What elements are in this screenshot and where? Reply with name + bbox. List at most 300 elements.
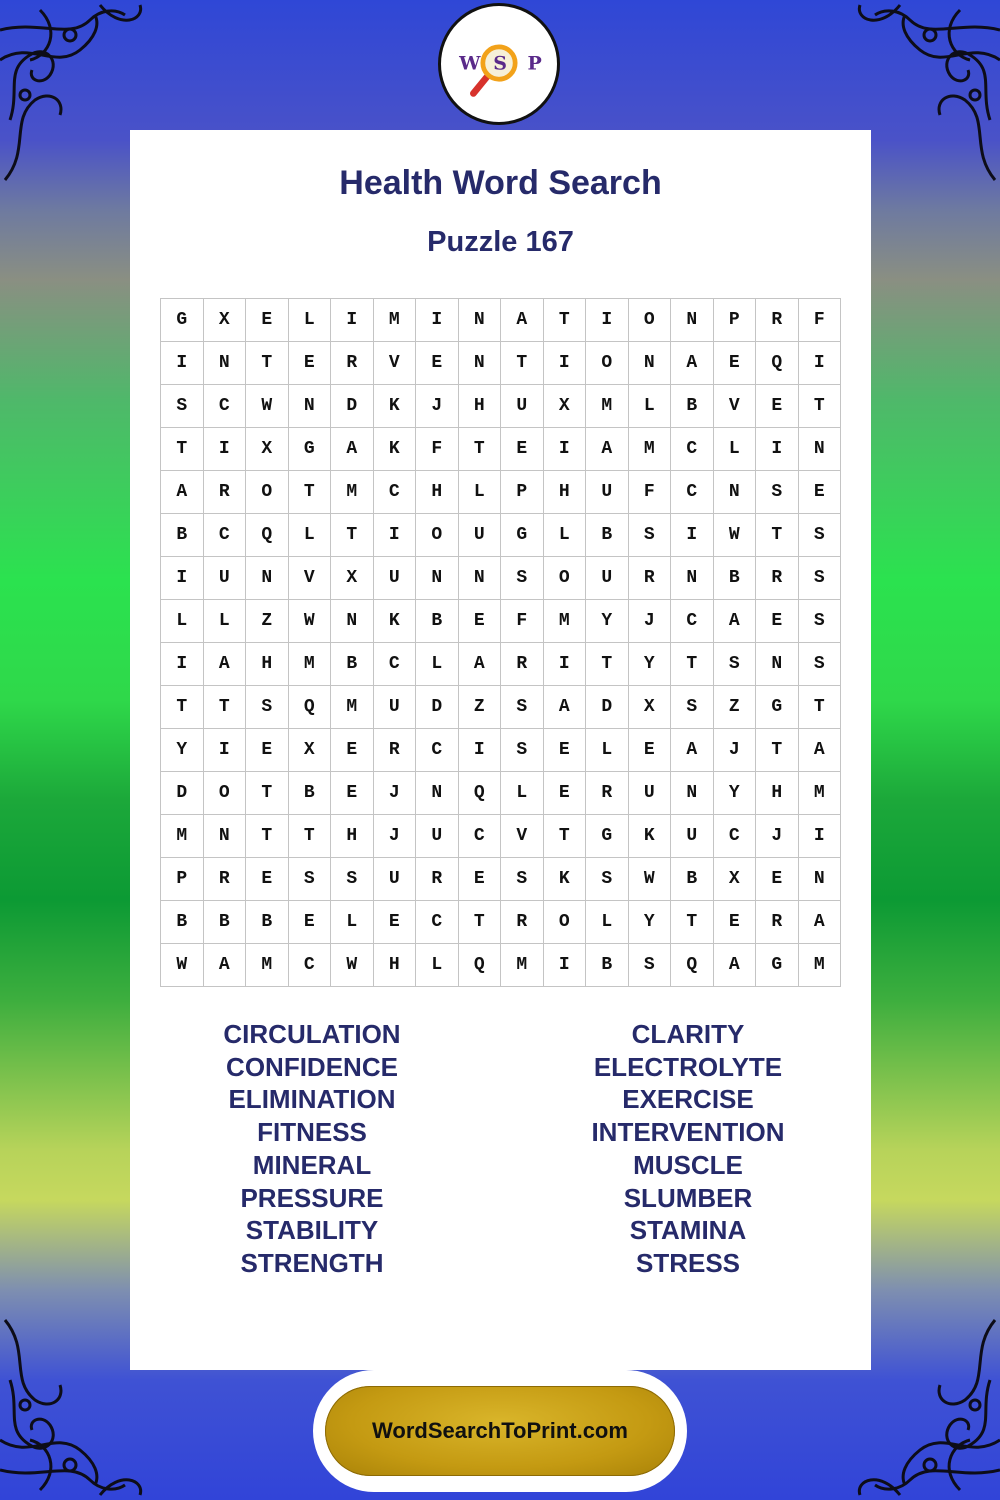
grid-cell[interactable]: X — [628, 686, 671, 729]
grid-cell[interactable]: O — [246, 471, 289, 514]
grid-cell[interactable]: T — [458, 428, 501, 471]
grid-cell[interactable]: N — [458, 342, 501, 385]
grid-cell[interactable]: E — [713, 342, 756, 385]
grid-row — [161, 428, 841, 471]
grid-cell[interactable]: S — [501, 858, 544, 901]
grid-cell[interactable]: B — [671, 858, 714, 901]
grid-cell[interactable]: L — [203, 600, 246, 643]
grid-cell[interactable]: O — [586, 342, 629, 385]
grid-cell[interactable]: I — [416, 299, 459, 342]
word-item: INTERVENTION — [591, 1117, 785, 1148]
grid-cell[interactable]: S — [501, 557, 544, 600]
grid-cell[interactable]: K — [543, 858, 586, 901]
grid-cell[interactable]: K — [628, 815, 671, 858]
grid-cell[interactable]: Q — [288, 686, 331, 729]
grid-cell[interactable]: B — [246, 901, 289, 944]
word-item: CLARITY — [631, 1019, 745, 1049]
grid-row — [161, 944, 841, 987]
grid-cell[interactable]: L — [713, 428, 756, 471]
grid-cell[interactable]: N — [416, 557, 459, 600]
grid-cell[interactable]: C — [713, 815, 756, 858]
grid-cell[interactable]: T — [246, 772, 289, 815]
grid-cell[interactable]: N — [798, 428, 841, 471]
grid-cell[interactable]: I — [331, 299, 374, 342]
grid-cell[interactable]: B — [713, 557, 756, 600]
grid-cell[interactable]: V — [501, 815, 544, 858]
grid-cell[interactable]: S — [501, 686, 544, 729]
grid-cell[interactable]: R — [628, 557, 671, 600]
word-item: PRESSURE — [240, 1182, 384, 1213]
grid-cell[interactable]: H — [416, 471, 459, 514]
grid-cell[interactable]: N — [458, 299, 501, 342]
grid-cell[interactable]: U — [586, 557, 629, 600]
grid-cell[interactable]: E — [246, 729, 289, 772]
grid-cell[interactable]: J — [373, 772, 416, 815]
grid-cell[interactable]: O — [543, 557, 586, 600]
grid-cell[interactable]: C — [671, 471, 714, 514]
website-label: WordSearchToPrint.com — [372, 1418, 628, 1443]
grid-cell[interactable]: L — [416, 944, 459, 987]
grid-cell[interactable]: T — [671, 643, 714, 686]
grid-cell[interactable]: T — [246, 815, 289, 858]
grid-cell[interactable]: M — [628, 428, 671, 471]
grid-cell[interactable]: R — [756, 299, 799, 342]
grid-cell[interactable]: U — [628, 772, 671, 815]
grid-cell[interactable]: O — [543, 901, 586, 944]
grid-cell[interactable]: S — [713, 643, 756, 686]
grid-cell[interactable]: E — [288, 342, 331, 385]
grid-cell[interactable]: T — [543, 815, 586, 858]
grid-cell[interactable]: C — [203, 385, 246, 428]
puzzle-panel — [130, 130, 871, 1370]
grid-cell[interactable]: Z — [713, 686, 756, 729]
logo-letter-w: W — [459, 52, 481, 75]
grid-cell[interactable]: L — [628, 385, 671, 428]
grid-cell[interactable]: I — [543, 944, 586, 987]
grid-cell[interactable]: T — [288, 471, 331, 514]
grid-cell[interactable]: Y — [713, 772, 756, 815]
grid-cell[interactable]: A — [798, 901, 841, 944]
grid-cell[interactable]: F — [501, 600, 544, 643]
grid-row — [161, 299, 841, 342]
grid-cell[interactable]: C — [373, 471, 416, 514]
grid-cell[interactable]: X — [543, 385, 586, 428]
grid-cell[interactable]: M — [798, 944, 841, 987]
grid-cell[interactable]: T — [798, 385, 841, 428]
grid-cell[interactable]: M — [373, 299, 416, 342]
grid-cell[interactable]: E — [458, 600, 501, 643]
grid-cell[interactable]: I — [203, 729, 246, 772]
grid-cell[interactable]: J — [416, 385, 459, 428]
corner-ornament — [850, 1300, 1000, 1500]
grid-cell[interactable]: R — [756, 901, 799, 944]
grid-cell[interactable]: R — [501, 643, 544, 686]
grid-cell[interactable]: T — [586, 643, 629, 686]
word-item: ELECTROLYTE — [593, 1051, 783, 1082]
grid-cell[interactable]: Z — [246, 600, 289, 643]
grid-cell[interactable]: F — [628, 471, 671, 514]
grid-cell[interactable]: J — [713, 729, 756, 772]
grid-cell[interactable]: A — [458, 643, 501, 686]
grid-cell[interactable]: B — [161, 514, 204, 557]
word-item: MINERAL — [252, 1149, 372, 1180]
grid-cell[interactable]: G — [501, 514, 544, 557]
grid-cell[interactable]: N — [246, 557, 289, 600]
grid-cell[interactable]: T — [161, 428, 204, 471]
grid-cell[interactable]: I — [203, 428, 246, 471]
grid-cell[interactable]: M — [246, 944, 289, 987]
grid-row — [161, 772, 841, 815]
website-button[interactable] — [325, 1386, 675, 1476]
word-item: SLUMBER — [623, 1182, 753, 1213]
grid-cell[interactable]: I — [543, 428, 586, 471]
grid-cell[interactable]: E — [756, 858, 799, 901]
grid-cell[interactable]: C — [671, 600, 714, 643]
grid-cell[interactable]: L — [543, 514, 586, 557]
grid-cell[interactable]: B — [161, 901, 204, 944]
grid-cell[interactable]: S — [246, 686, 289, 729]
grid-cell[interactable]: C — [416, 901, 459, 944]
grid-cell[interactable]: D — [161, 772, 204, 815]
grid-cell[interactable]: B — [586, 514, 629, 557]
grid-cell[interactable]: N — [671, 557, 714, 600]
grid-cell[interactable]: W — [161, 944, 204, 987]
grid-cell[interactable]: X — [288, 729, 331, 772]
grid-cell[interactable]: T — [756, 514, 799, 557]
grid-cell[interactable]: A — [713, 600, 756, 643]
grid-cell[interactable]: C — [458, 815, 501, 858]
grid-cell[interactable]: S — [798, 600, 841, 643]
grid-cell[interactable]: E — [798, 471, 841, 514]
grid-cell[interactable]: C — [288, 944, 331, 987]
grid-cell[interactable]: I — [586, 299, 629, 342]
grid-cell[interactable]: J — [628, 600, 671, 643]
grid-cell[interactable]: S — [798, 557, 841, 600]
grid-cell[interactable]: N — [288, 385, 331, 428]
grid-row — [161, 901, 841, 944]
grid-cell[interactable]: T — [756, 729, 799, 772]
corner-ornament — [0, 1300, 150, 1500]
grid-row — [161, 471, 841, 514]
grid-cell[interactable]: S — [671, 686, 714, 729]
grid-cell[interactable]: Q — [458, 772, 501, 815]
grid-cell[interactable]: S — [628, 514, 671, 557]
grid-cell[interactable]: A — [203, 643, 246, 686]
grid-cell[interactable]: N — [331, 600, 374, 643]
grid-cell[interactable]: M — [543, 600, 586, 643]
word-list-right — [528, 1018, 848, 1280]
grid-cell[interactable]: N — [628, 342, 671, 385]
grid-cell[interactable]: E — [501, 428, 544, 471]
grid-cell[interactable]: A — [671, 342, 714, 385]
grid-cell[interactable]: D — [416, 686, 459, 729]
grid-cell[interactable]: R — [331, 342, 374, 385]
grid-cell[interactable]: N — [416, 772, 459, 815]
grid-cell[interactable]: T — [288, 815, 331, 858]
grid-cell[interactable]: X — [203, 299, 246, 342]
grid-cell[interactable]: E — [246, 858, 289, 901]
grid-row — [161, 729, 841, 772]
grid-cell[interactable]: I — [161, 342, 204, 385]
grid-cell[interactable]: Q — [246, 514, 289, 557]
grid-cell[interactable]: S — [798, 514, 841, 557]
grid-cell[interactable]: E — [543, 729, 586, 772]
grid-cell[interactable]: E — [713, 901, 756, 944]
grid-cell[interactable]: A — [713, 944, 756, 987]
grid-cell[interactable]: M — [501, 944, 544, 987]
grid-cell[interactable]: T — [458, 901, 501, 944]
grid-cell[interactable]: H — [458, 385, 501, 428]
grid-cell[interactable]: R — [373, 729, 416, 772]
grid-cell[interactable]: G — [161, 299, 204, 342]
grid-cell[interactable]: E — [458, 858, 501, 901]
grid-cell[interactable]: U — [586, 471, 629, 514]
grid-cell[interactable]: H — [543, 471, 586, 514]
grid-cell[interactable]: C — [671, 428, 714, 471]
word-item: STAMINA — [629, 1215, 747, 1246]
grid-cell[interactable]: U — [203, 557, 246, 600]
grid-cell[interactable]: P — [161, 858, 204, 901]
grid-cell[interactable]: E — [756, 385, 799, 428]
grid-cell[interactable]: L — [458, 471, 501, 514]
grid-cell[interactable]: Y — [628, 643, 671, 686]
grid-cell[interactable]: N — [671, 772, 714, 815]
grid-cell[interactable]: Y — [161, 729, 204, 772]
grid-cell[interactable]: O — [416, 514, 459, 557]
grid-cell[interactable]: E — [416, 342, 459, 385]
grid-cell[interactable]: Y — [586, 600, 629, 643]
grid-cell[interactable]: S — [161, 385, 204, 428]
grid-cell[interactable]: B — [416, 600, 459, 643]
grid-cell[interactable]: R — [416, 858, 459, 901]
grid-cell[interactable]: M — [288, 643, 331, 686]
grid-cell[interactable]: P — [713, 299, 756, 342]
grid-cell[interactable]: I — [373, 514, 416, 557]
grid-cell[interactable]: B — [203, 901, 246, 944]
grid-cell[interactable]: A — [161, 471, 204, 514]
grid-cell[interactable]: T — [501, 342, 544, 385]
grid-cell[interactable]: T — [246, 342, 289, 385]
page-title: Health Word Search — [339, 164, 662, 202]
grid-cell[interactable]: A — [586, 428, 629, 471]
letter-grid — [160, 298, 841, 987]
grid-cell[interactable]: B — [671, 385, 714, 428]
grid-cell[interactable]: E — [373, 901, 416, 944]
grid-cell[interactable]: I — [798, 815, 841, 858]
grid-row — [161, 385, 841, 428]
grid-cell[interactable]: U — [671, 815, 714, 858]
grid-cell[interactable]: C — [203, 514, 246, 557]
grid-cell[interactable]: C — [416, 729, 459, 772]
grid-cell[interactable]: Q — [671, 944, 714, 987]
word-item: CIRCULATION — [223, 1019, 401, 1049]
grid-cell[interactable]: V — [288, 557, 331, 600]
grid-cell[interactable]: A — [331, 428, 374, 471]
grid-cell[interactable]: O — [628, 299, 671, 342]
grid-cell[interactable]: U — [373, 557, 416, 600]
grid-cell[interactable]: W — [246, 385, 289, 428]
grid-cell[interactable]: W — [288, 600, 331, 643]
grid-cell[interactable]: E — [331, 772, 374, 815]
grid-cell[interactable]: W — [331, 944, 374, 987]
grid-cell[interactable]: W — [713, 514, 756, 557]
word-item: FITNESS — [257, 1117, 367, 1148]
grid-cell[interactable]: H — [373, 944, 416, 987]
grid-cell[interactable]: V — [373, 342, 416, 385]
grid-cell[interactable]: H — [756, 772, 799, 815]
grid-cell[interactable]: M — [331, 471, 374, 514]
grid-cell[interactable]: Z — [458, 686, 501, 729]
grid-cell[interactable]: T — [671, 901, 714, 944]
grid-cell[interactable]: E — [543, 772, 586, 815]
grid-cell[interactable]: U — [458, 514, 501, 557]
grid-cell[interactable]: F — [798, 299, 841, 342]
grid-cell[interactable]: N — [713, 471, 756, 514]
grid-cell[interactable]: R — [586, 772, 629, 815]
grid-cell[interactable]: I — [458, 729, 501, 772]
grid-cell[interactable]: M — [331, 686, 374, 729]
grid-cell[interactable]: S — [756, 471, 799, 514]
grid-cell[interactable]: E — [331, 729, 374, 772]
grid-cell[interactable]: B — [288, 772, 331, 815]
grid-cell[interactable]: E — [628, 729, 671, 772]
grid-row — [161, 815, 841, 858]
grid-cell[interactable]: L — [586, 901, 629, 944]
grid-cell[interactable]: L — [161, 600, 204, 643]
grid-cell[interactable]: F — [416, 428, 459, 471]
puzzle-number: Puzzle 167 — [427, 226, 574, 258]
grid-cell[interactable]: G — [586, 815, 629, 858]
grid-row — [161, 686, 841, 729]
grid-cell[interactable]: X — [246, 428, 289, 471]
grid-cell[interactable]: S — [331, 858, 374, 901]
grid-cell[interactable]: P — [501, 471, 544, 514]
grid-cell[interactable]: K — [373, 428, 416, 471]
word-item: STRENGTH — [240, 1247, 384, 1278]
grid-cell[interactable]: T — [331, 514, 374, 557]
grid-cell[interactable]: A — [671, 729, 714, 772]
grid-cell[interactable]: D — [586, 686, 629, 729]
grid-cell[interactable]: S — [586, 858, 629, 901]
grid-cell[interactable]: J — [373, 815, 416, 858]
grid-cell[interactable]: M — [586, 385, 629, 428]
grid-cell[interactable]: N — [203, 815, 246, 858]
grid-cell[interactable]: T — [543, 299, 586, 342]
grid-cell[interactable]: U — [373, 686, 416, 729]
grid-cell[interactable]: E — [756, 600, 799, 643]
grid-cell[interactable]: N — [671, 299, 714, 342]
grid-cell[interactable]: B — [586, 944, 629, 987]
corner-ornament — [0, 0, 150, 200]
grid-cell[interactable]: I — [161, 643, 204, 686]
grid-cell[interactable]: B — [331, 643, 374, 686]
grid-cell[interactable]: X — [331, 557, 374, 600]
logo — [438, 3, 560, 125]
grid-cell[interactable]: T — [203, 686, 246, 729]
grid-cell[interactable]: R — [203, 858, 246, 901]
grid-cell[interactable]: A — [798, 729, 841, 772]
grid-cell[interactable]: I — [543, 643, 586, 686]
grid-cell[interactable]: T — [798, 686, 841, 729]
grid-cell[interactable]: Q — [458, 944, 501, 987]
grid-cell[interactable]: A — [203, 944, 246, 987]
grid-row — [161, 342, 841, 385]
grid-row — [161, 600, 841, 643]
grid-cell[interactable]: E — [246, 299, 289, 342]
grid-cell[interactable]: G — [756, 686, 799, 729]
grid-cell[interactable]: L — [288, 514, 331, 557]
grid-cell[interactable]: H — [246, 643, 289, 686]
grid-row — [161, 643, 841, 686]
grid-cell[interactable]: R — [501, 901, 544, 944]
grid-cell[interactable]: N — [756, 643, 799, 686]
grid-cell[interactable]: L — [501, 772, 544, 815]
grid-cell[interactable]: A — [543, 686, 586, 729]
grid-cell[interactable]: L — [416, 643, 459, 686]
grid-cell[interactable]: M — [798, 772, 841, 815]
grid-cell[interactable]: U — [373, 858, 416, 901]
grid-cell[interactable]: I — [543, 342, 586, 385]
grid-cell[interactable]: I — [756, 428, 799, 471]
grid-cell[interactable]: K — [373, 600, 416, 643]
corner-ornament — [850, 0, 1000, 200]
grid-cell[interactable]: L — [288, 299, 331, 342]
grid-cell[interactable]: G — [288, 428, 331, 471]
grid-cell[interactable]: U — [501, 385, 544, 428]
grid-cell[interactable]: W — [628, 858, 671, 901]
grid-cell[interactable]: X — [713, 858, 756, 901]
grid-cell[interactable]: C — [373, 643, 416, 686]
grid-cell[interactable]: I — [671, 514, 714, 557]
grid-cell[interactable]: Y — [628, 901, 671, 944]
grid-cell[interactable]: H — [331, 815, 374, 858]
grid-cell[interactable]: L — [586, 729, 629, 772]
grid-cell[interactable]: R — [203, 471, 246, 514]
grid-cell[interactable]: E — [288, 901, 331, 944]
grid-row — [161, 514, 841, 557]
grid-cell[interactable]: S — [288, 858, 331, 901]
grid-cell[interactable]: N — [458, 557, 501, 600]
logo-letter-p: P — [527, 52, 542, 75]
grid-cell[interactable]: I — [161, 557, 204, 600]
grid-cell[interactable]: N — [203, 342, 246, 385]
grid-cell[interactable]: N — [798, 858, 841, 901]
grid-cell[interactable]: Q — [756, 342, 799, 385]
grid-cell[interactable]: V — [713, 385, 756, 428]
word-item: EXERCISE — [622, 1084, 754, 1115]
grid-cell[interactable]: U — [416, 815, 459, 858]
grid-cell[interactable]: S — [501, 729, 544, 772]
grid-cell[interactable]: G — [756, 944, 799, 987]
grid-cell[interactable]: S — [628, 944, 671, 987]
grid-cell[interactable]: K — [373, 385, 416, 428]
grid-cell[interactable]: A — [501, 299, 544, 342]
word-item: STABILITY — [245, 1215, 379, 1246]
grid-cell[interactable]: L — [331, 901, 374, 944]
grid-cell[interactable]: I — [798, 342, 841, 385]
grid-cell[interactable]: S — [798, 643, 841, 686]
grid-cell[interactable]: J — [756, 815, 799, 858]
grid-cell[interactable]: T — [161, 686, 204, 729]
grid-cell[interactable]: D — [331, 385, 374, 428]
grid-cell[interactable]: M — [161, 815, 204, 858]
word-item: CONFIDENCE — [226, 1051, 398, 1082]
word-item: STRESS — [635, 1247, 741, 1278]
word-item: MUSCLE — [633, 1149, 743, 1180]
grid-row — [161, 557, 841, 600]
grid-cell[interactable]: R — [756, 557, 799, 600]
grid-cell[interactable]: O — [203, 772, 246, 815]
